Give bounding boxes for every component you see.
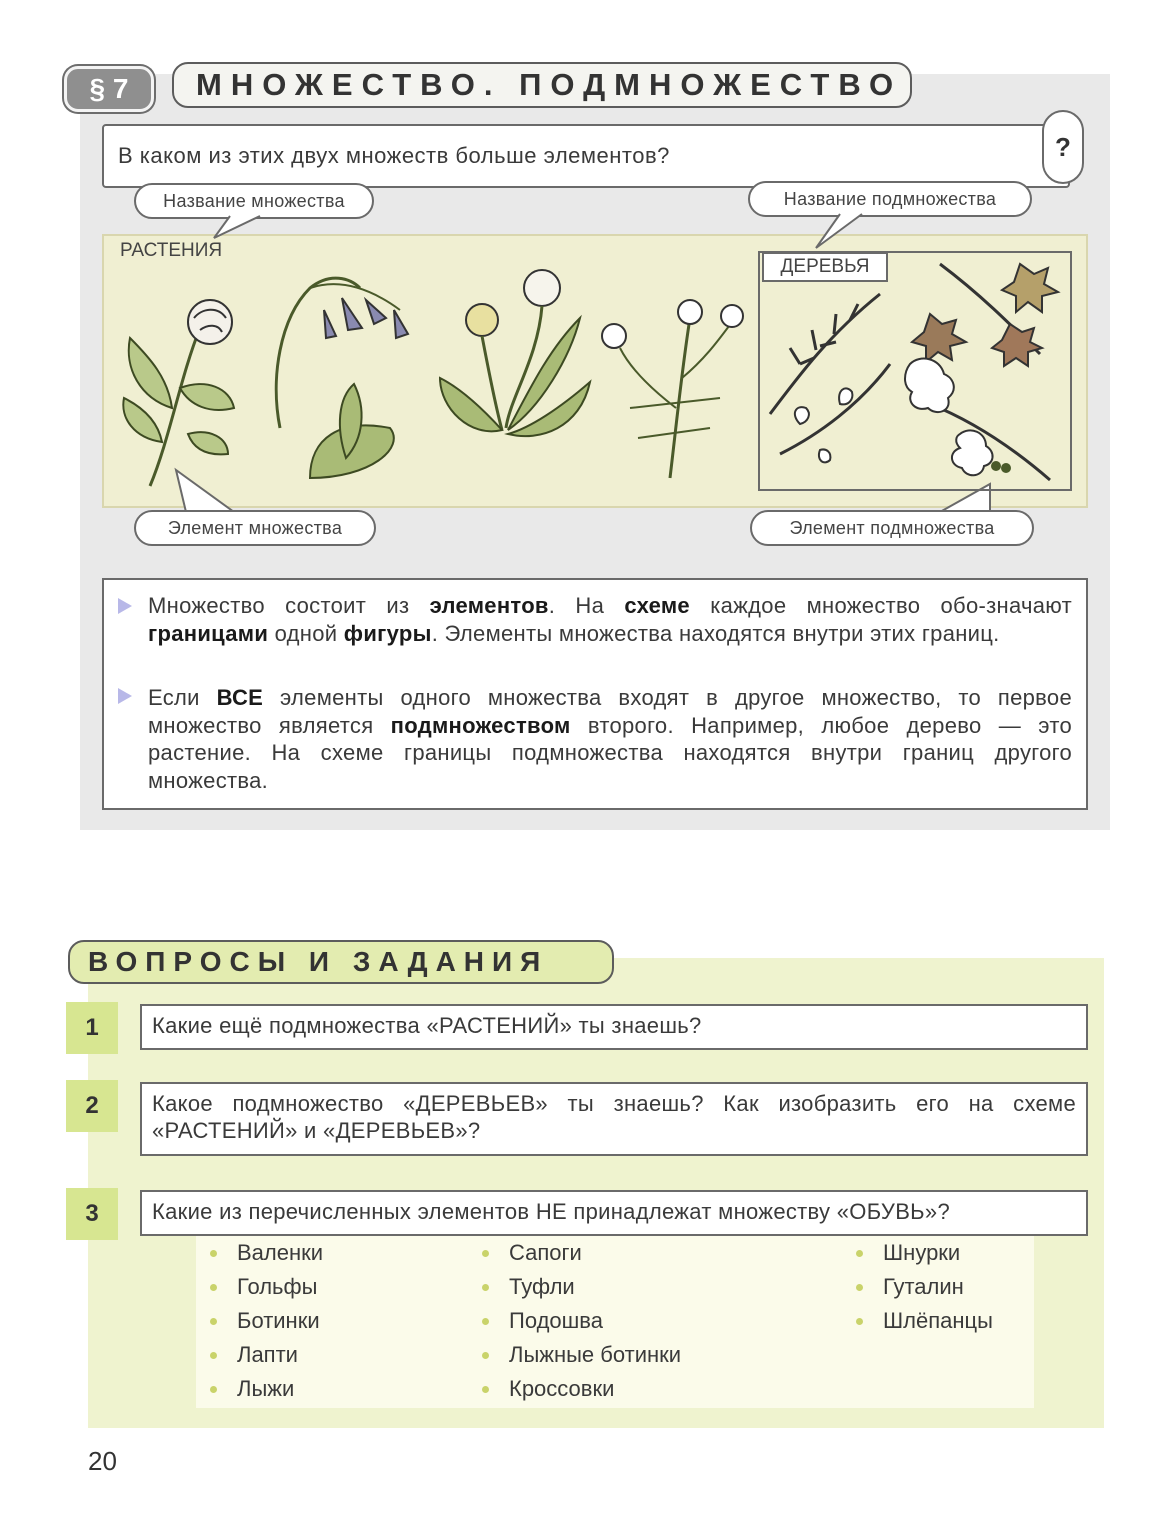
theory-paragraph-2: Если ВСЕ элементы одного множества входят в другое множество, то первое множество является подмножеством второго. Например, любое дерево — это растение. На схеме границы подмножества находятся внутри границ другого множества.: [148, 685, 1073, 793]
task-3-text: Какие из перечисленных элементов НЕ принадлежат множеству «ОБУВЬ»?: [152, 1199, 950, 1224]
plants-illustrations: [110, 258, 750, 498]
task-number-3: 3: [66, 1188, 118, 1240]
callout-set-element: Элемент множества: [134, 510, 376, 546]
page-number: 20: [88, 1446, 117, 1476]
subset-name-label: ДЕРЕВЬЯ: [762, 252, 888, 282]
task-2-box: [140, 1082, 1088, 1156]
list-item: Кроссовки: [482, 1372, 681, 1406]
list-column-3: [856, 1236, 993, 1338]
rose-icon: [123, 300, 234, 486]
theory-paragraph-1: Множество состоит из элементов. На схеме каждое множество обо-значают границами одной фигуры. Элементы множества находятся внутри этих границ.: [148, 593, 1072, 646]
list-item: Валенки: [210, 1236, 323, 1270]
list-item: Сапоги: [482, 1236, 681, 1270]
list-item: Подошва: [482, 1304, 681, 1338]
questions-section-title: ВОПРОСЫ И ЗАДАНИЯ: [68, 940, 614, 984]
bullet-arrow-icon: [118, 688, 132, 704]
list-item: Туфли: [482, 1270, 681, 1304]
task-number-1: 1: [66, 1002, 118, 1054]
task-number-2: 2: [66, 1080, 118, 1132]
task-3-box: [140, 1190, 1088, 1236]
list-item: Лыжи: [210, 1372, 323, 1406]
task-1-text: Какие ещё подмножества «РАСТЕНИЙ» ты знаешь?: [152, 1013, 702, 1038]
callout-set-name: Название множества: [134, 183, 374, 219]
task-1-box: [140, 1004, 1088, 1050]
list-item: Лыжные ботинки: [482, 1338, 681, 1372]
list-item: Гольфы: [210, 1270, 323, 1304]
section-title: МНОЖЕСТВО. ПОДМНОЖЕСТВО: [172, 62, 912, 108]
trees-illustrations: [760, 254, 1070, 488]
dandelion-icon: [440, 270, 590, 436]
list-item: Лапти: [210, 1338, 323, 1372]
list-column-1: [210, 1236, 323, 1406]
bellflower-icon: [276, 278, 408, 478]
maple-branch-icon: [912, 264, 1058, 366]
list-item: Ботинки: [210, 1304, 323, 1338]
callout-subset-element: Элемент подмножества: [750, 510, 1034, 546]
question-text: В каком из этих двух множеств больше элементов?: [118, 143, 670, 168]
list-item: Шлёпанцы: [856, 1304, 993, 1338]
bullet-arrow-icon: [118, 598, 132, 614]
set-name-label: РАСТЕНИЯ: [120, 240, 223, 261]
list-item: Шнурки: [856, 1236, 993, 1270]
list-column-2: [482, 1236, 681, 1406]
chamomile-icon: [602, 300, 743, 478]
question-mark-icon: ?: [1042, 110, 1084, 184]
list-item: Гуталин: [856, 1270, 993, 1304]
task-2-text: Какое подмножество «ДЕРЕВЬЕВ» ты знаешь? Как изобразить его на схеме «РАСТЕНИЙ» и «ДЕРЕВЬЕВ»?: [152, 1091, 1076, 1143]
section-number-badge: § 7: [64, 66, 154, 112]
oak-branch-icon: [905, 359, 1050, 480]
callout-subset-name: Название подмножества: [748, 181, 1032, 217]
